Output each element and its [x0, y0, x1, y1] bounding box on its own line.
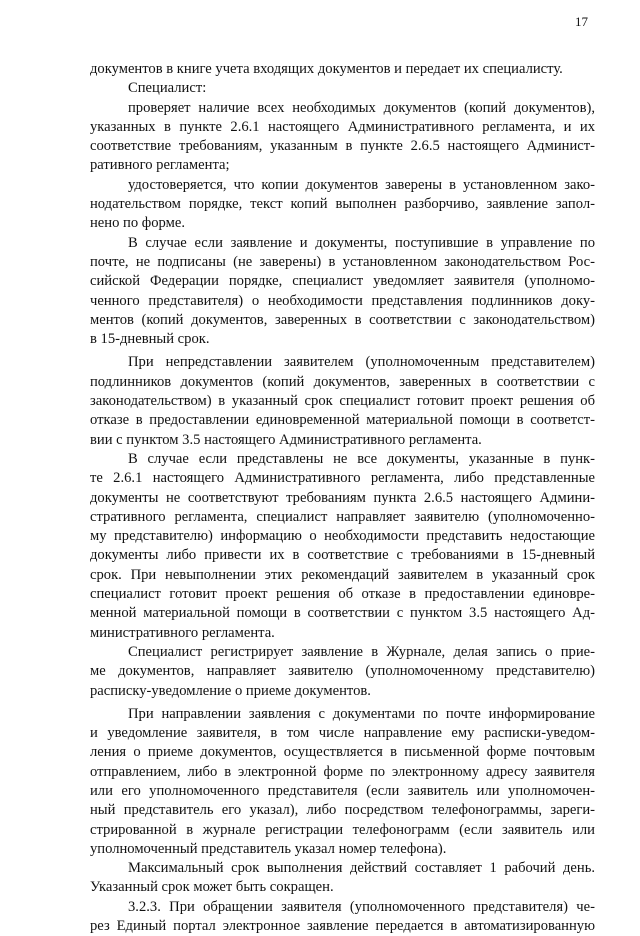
text-line: Максимальный срок выполнения действий составляет 1 рабочий день. — [128, 860, 595, 877]
text-line: расписку-уведомление о приеме документов. — [90, 682, 371, 699]
text-line: стрированной в журнале регистрации телефонограмм (если заявитель или — [90, 821, 595, 838]
text-line: срок. При невыполнении этих рекомендаций заявителем в указанный срок — [90, 566, 595, 583]
text-line: указанных в пункте 2.6.1 настоящего Административного регламента, и их — [90, 118, 595, 135]
text-line: рез Единый портал электронное заявление передается в автоматизированную — [90, 918, 595, 935]
text-line: специалист готовит проект решения об отказе в предоставлении единовре- — [90, 586, 595, 603]
text-line: документы либо привести их в соответствие с требованиями в 15-дневный — [90, 547, 595, 564]
text-line: те 2.6.1 настоящего Административного регламента, либо представленные — [90, 470, 595, 487]
text-line: При непредставлении заявителем (уполномоченным представителем) — [128, 354, 595, 371]
text-line: нено по форме. — [90, 215, 185, 232]
page-number: 17 — [575, 14, 588, 29]
text-line: вии с пунктом 3.5 настоящего Административного регламента. — [90, 431, 482, 448]
text-line: стративного регламента, специалист направляет заявителю (уполномоченно- — [90, 508, 595, 525]
text-line: уполномоченный представитель указал номер телефона). — [90, 840, 447, 857]
text-line: удостоверяется, что копии документов заверены в установленном зако- — [128, 176, 595, 193]
text-line: му представителю) информацию о необходимости представить недостающие — [90, 528, 595, 545]
text-line: отправлением, либо в электронной форме по электронному адресу заявителя — [90, 763, 595, 780]
text-line: нодательством порядке, текст копий выполнен разборчиво, заявление запол- — [90, 196, 595, 213]
text-line: Указанный срок может быть сокращен. — [90, 879, 334, 896]
text-line: законодательством) в указанный срок специалист готовит проект решения об — [90, 393, 595, 410]
document-body — [90, 60, 595, 936]
text-line: ления о приеме документов, осуществляется в письменной форме почтовым — [90, 744, 595, 761]
text-line: ченного представителя) о необходимости представления подлинников доку- — [90, 292, 595, 309]
text-line: в 15-дневный срок. — [90, 331, 210, 348]
text-line: документов в книге учета входящих документов и передает их специалисту. — [90, 61, 563, 77]
text-line: почте, не подписаны (не заверены) в установленном законодательством Рос- — [90, 253, 595, 270]
text-line: В случае если заявление и документы, поступившие в управление по — [128, 234, 595, 251]
text-line: сийской Федерации порядке, специалист уведомляет заявителя (уполномо- — [90, 273, 595, 290]
text-line: 3.2.3. При обращении заявителя (уполномоченного представителя) че- — [128, 898, 595, 915]
text-line: министративного регламента. — [90, 624, 275, 641]
text-line: подлинников документов (копий документов, заверенных в соответствии с — [90, 373, 595, 390]
text-line: соответствие требованиям, указанным в пункте 2.6.5 настоящего Админист- — [90, 138, 595, 155]
text-line: ный представитель его указал), либо посредством телефонограммы, зареги- — [90, 802, 595, 819]
text-line: документы не соответствуют требованиям пункта 2.6.5 настоящего Админи- — [90, 489, 595, 506]
text-line: проверяет наличие всех необходимых документов (копий документов), — [128, 99, 595, 116]
text-line: При направлении заявления с документами по почте информирование — [128, 705, 595, 722]
text-line: ме документов, направляет заявителю (уполномоченному представителю) — [90, 663, 595, 680]
text-line: отказе в предоставлении единовременной материальной помощи в соответст- — [90, 412, 595, 429]
text-line: или его уполномоченного представителя (если заявитель или уполномочен- — [90, 782, 595, 799]
text-line: ментов (копий документов, заверенных в соответствии с законодательством) — [90, 311, 595, 328]
text-line: В случае если представлены не все документы, указанные в пунк- — [128, 450, 595, 467]
text-line: менной материальной помощи в соответствии с пунктом 3.5 настоящего Ад- — [90, 605, 595, 622]
text-line: ративного регламента; — [90, 157, 230, 174]
text-line: и уведомление заявителя, в том числе направление ему расписки-уведом- — [90, 725, 595, 742]
text-line: Специалист регистрирует заявление в Журнале, делая запись о прие- — [128, 643, 595, 660]
text-line: Специалист: — [128, 80, 207, 97]
